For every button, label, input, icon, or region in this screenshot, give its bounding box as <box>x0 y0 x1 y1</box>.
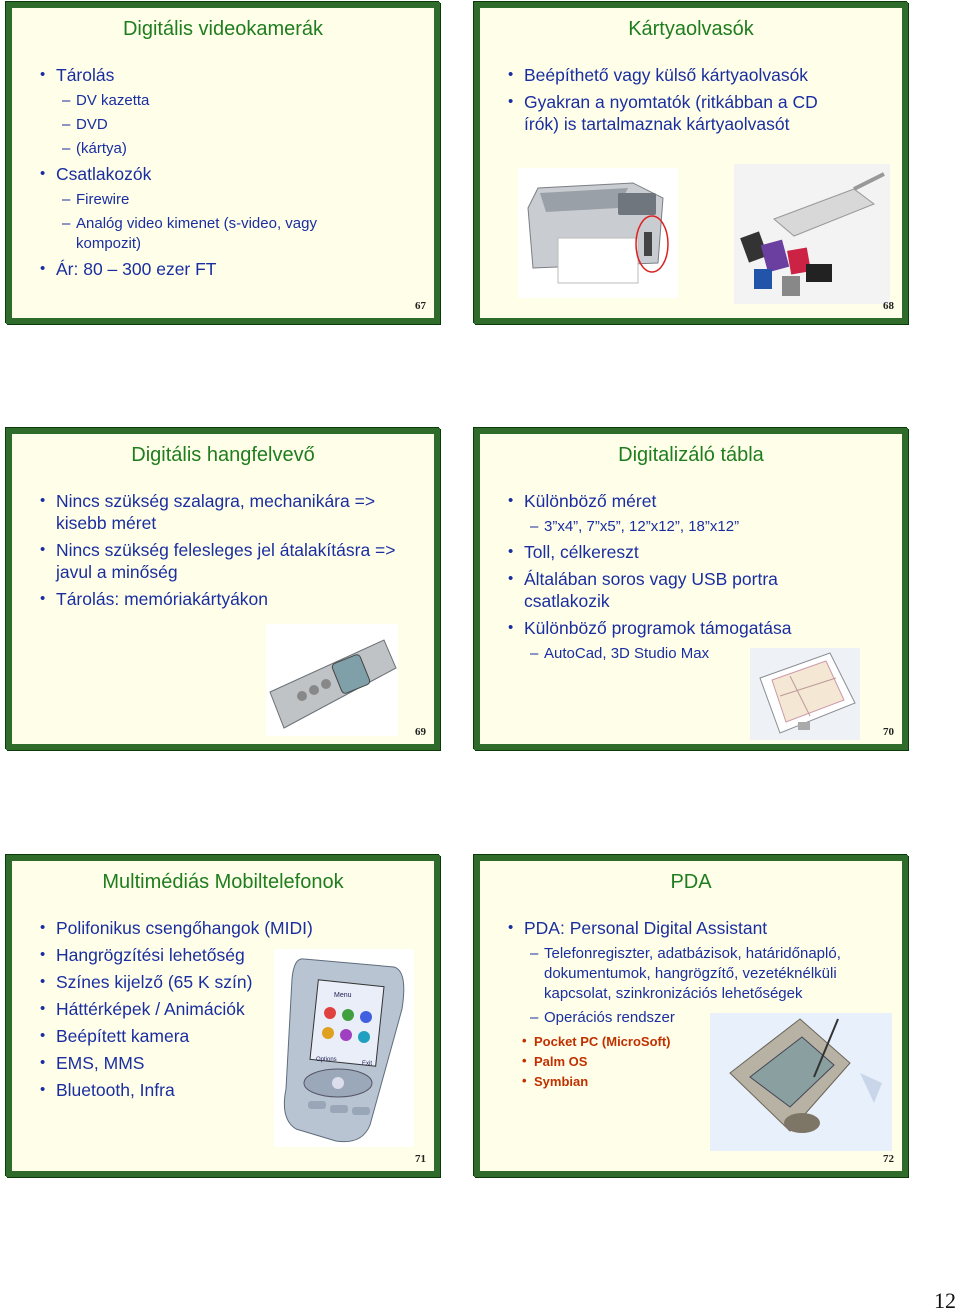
voice-recorder-image <box>266 624 398 736</box>
sub-bullet: – DV kazetta <box>26 91 422 111</box>
os-item: • Symbian <box>494 1072 890 1092</box>
slide-number: 71 <box>415 1153 426 1165</box>
slide-number: 72 <box>883 1153 894 1165</box>
bullet: • Háttérképek / Animációk <box>26 998 422 1020</box>
slide-72 <box>474 855 908 1177</box>
sub-bullet: – Analóg video kimenet (s-video, vagy kompozit) <box>26 214 376 254</box>
sub-bullet: – (kártya) <box>26 139 422 159</box>
slide-68 <box>474 2 908 324</box>
bullet: • Hangrögzítési lehetőség <box>26 944 422 966</box>
bullet-list <box>494 64 890 140</box>
sub-bullet: – Telefonregiszter, adatbázisok, határidőnapló, dokumentumok, hangrögzítő, vezetéknélküli kapcsolat, szinkronizációs lehetőségek <box>494 944 880 1004</box>
bullet: • Különböző programok támogatása <box>494 617 890 639</box>
pda-image <box>710 1013 892 1151</box>
slide-title: Digitalizáló tábla <box>618 444 764 466</box>
slide-number: 67 <box>415 300 426 312</box>
os-item: • Pocket PC (MicroSoft) <box>494 1032 890 1052</box>
bullet: • Beépített kamera <box>26 1025 422 1047</box>
bullet: • Tárolás: memóriakártyákon <box>26 588 422 610</box>
digitizer-tablet-image <box>750 648 860 740</box>
bullet: • Gyakran a nyomtatók (ritkábban a CD írók) is tartalmaznak kártyaolvasót <box>494 91 854 135</box>
slide-title: Kártyaolvasók <box>628 18 754 40</box>
bullet: • Beépíthető vagy külső kártyaolvasók <box>494 64 890 86</box>
bullet: • Nincs szükség felesleges jel átalakításra => javul a minőség <box>26 539 416 583</box>
slide-title: Digitális videokamerák <box>122 18 324 40</box>
bullet: • Nincs szükség szalagra, mechanikára => kisebb méret <box>26 490 416 534</box>
slide-title: Multimédiás Mobiltelefonok <box>102 871 344 893</box>
sub-bullet: – Firewire <box>26 190 422 210</box>
bullet: • Polifonikus csengőhangok (MIDI) <box>26 917 422 939</box>
bullet: • Bluetooth, Infra <box>26 1079 422 1101</box>
bullet: • Tárolás <box>26 64 422 86</box>
mobile-phone-image <box>274 949 414 1147</box>
card-reader-image <box>734 164 890 304</box>
slide-67 <box>6 2 440 324</box>
slide-number: 70 <box>883 726 894 738</box>
printer-image <box>518 168 678 298</box>
slide-number: 69 <box>415 726 426 738</box>
bullet: • Csatlakozók <box>26 163 422 185</box>
slide-70 <box>474 428 908 750</box>
phone-menu-label: Menu <box>334 992 352 999</box>
sub-bullet: – DVD <box>26 115 422 135</box>
bullet: • Különböző méret <box>494 490 890 512</box>
bullet: • Általában soros vagy USB portra csatlakozik <box>494 568 824 612</box>
bullet: • Toll, célkereszt <box>494 541 890 563</box>
bullet-list <box>494 490 890 668</box>
slide-title: Digitális hangfelvevő <box>131 444 315 466</box>
slide-71 <box>6 855 440 1177</box>
bullet: • PDA: Personal Digital Assistant <box>494 917 890 939</box>
phone-exit-label: Exit <box>362 1061 373 1067</box>
bullet-list <box>26 64 422 285</box>
slide-number: 68 <box>883 300 894 312</box>
slide-title: PDA <box>670 871 712 893</box>
phone-options-label: Options <box>316 1057 337 1063</box>
sub-bullet: – Operációs rendszer <box>494 1008 890 1028</box>
bullet: • Színes kijelző (65 K szín) <box>26 971 422 993</box>
bullet: • Ár: 80 – 300 ezer FT <box>26 258 422 280</box>
os-item: • Palm OS <box>494 1052 890 1072</box>
bullet-list <box>26 490 422 615</box>
sub-bullet: – AutoCad, 3D Studio Max <box>494 644 890 664</box>
bullet: • EMS, MMS <box>26 1052 422 1074</box>
sub-bullet: – 3”x4”, 7”x5”, 12”x12”, 18”x12” <box>494 517 890 537</box>
page-number: 12 <box>934 1288 956 1313</box>
slide-69 <box>6 428 440 750</box>
